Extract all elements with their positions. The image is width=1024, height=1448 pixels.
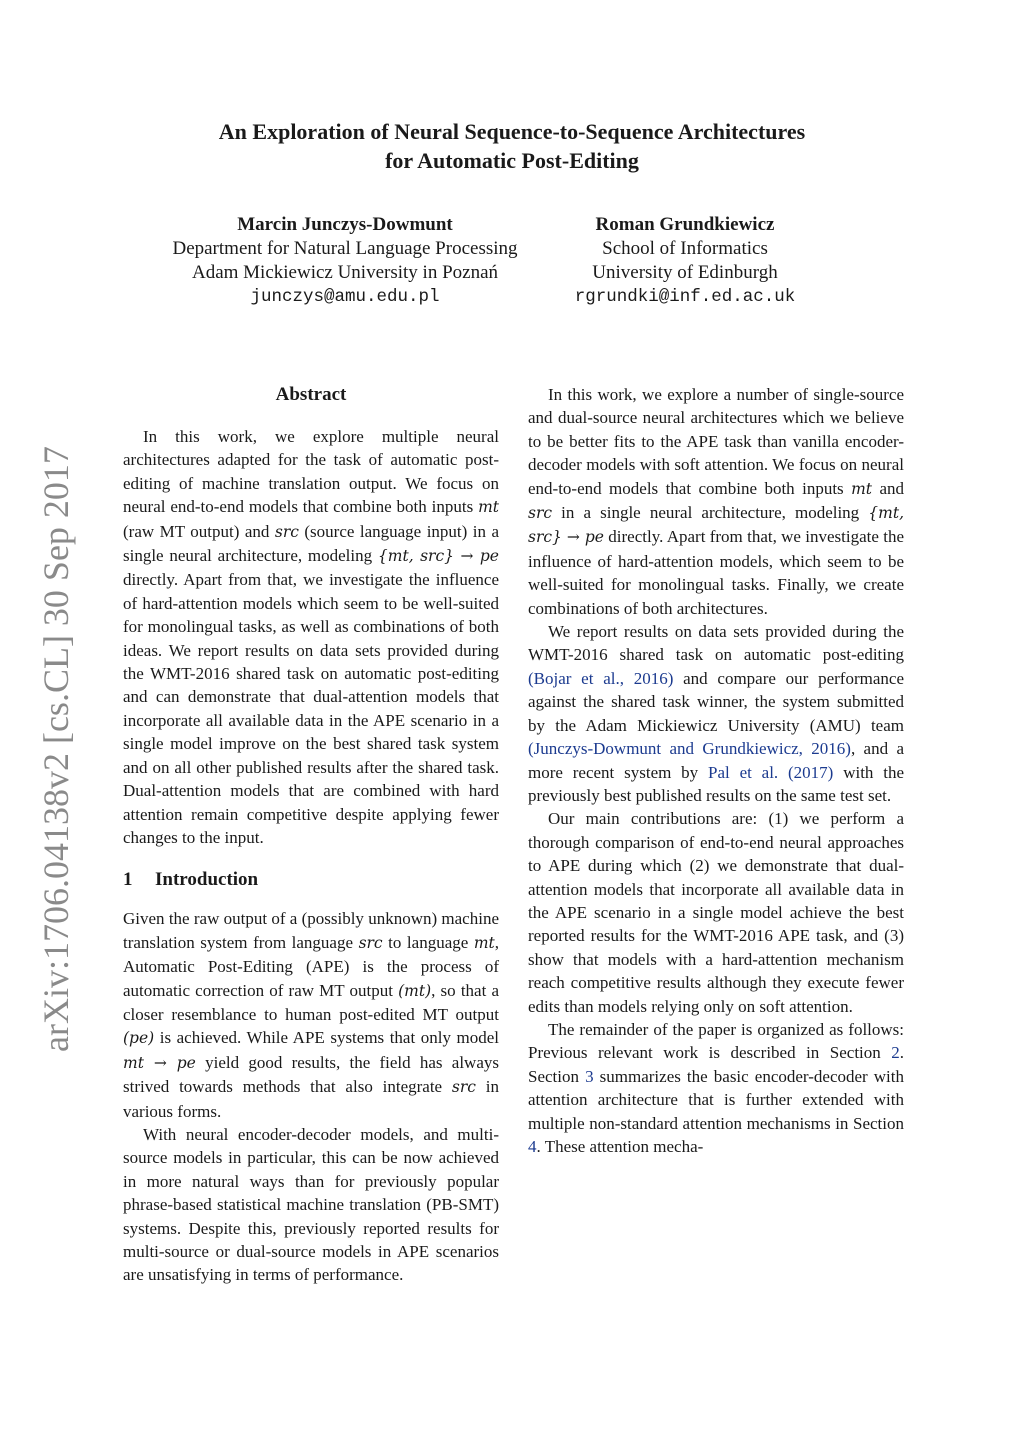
author-affiliation: Adam Mickiewicz University in Poznań: [191, 262, 499, 283]
section-ref-link[interactable]: 3: [585, 1066, 594, 1086]
author-email: junczys@amu.edu.pl: [250, 287, 440, 307]
math-src: src: [274, 522, 299, 541]
author-affiliation: School of Informatics: [602, 238, 768, 259]
math-mt: mt: [478, 498, 499, 517]
section-heading-introduction: [123, 867, 499, 893]
intro-paragraph: We report results on data sets provided during the WMT-2016 shared task on automatic post-editing (Bojar et al., 2016) and compare our performance against the shared task winner, the system submitted by the Adam Mickiewicz University (AMU) team (Junczys-Dowmunt and Grundkiewicz, 2016), and a more recent system by Pal et al. (2017) with the previously best published results on the same test set.: [528, 622, 905, 805]
arxiv-stamp: arXiv:1706.04138v2 [cs.CL] 30 Sep 2017: [36, 446, 76, 1052]
abstract-paragraph: In this work, we explore multiple neural architectures adapted for the task of automatic post-editing of machine translation output. We focus on neural end-to-end models that combine both inputs mt (raw MT output) and src (source language input) in a single neural architecture, modeling {mt, src} → pe directly. Apart from that, we investigate the influence of hard-attention models which seem to be well-suited for monolingual tasks, as well as combinations of both ideas. We report results on data sets provided during the WMT-2016 shared task on automatic post-editing and can demonstrate that dual-attention models that incorporate all available data in the APE scenario in a single model improve on the best shared task system and on all other published results after the shared task. Dual-attention models that are combined with hard attention remain competitive despite applying fewer changes to the input.: [123, 427, 500, 847]
section-title: Introduction: [155, 869, 259, 891]
left-column: [123, 382, 499, 1287]
author-name: Marcin Junczys-Dowmunt: [237, 214, 453, 235]
intro-paragraph: With neural encoder-decoder models, and multi-source models in particular, this can be now achieved in more natural ways than for previously popular phrase-based statistical machine translation (PB-SMT) systems. Despite this, previously reported results for multi-source or dual-source models in APE scenarios are unsatisfying in terms of performance.: [123, 1124, 499, 1285]
citation-link[interactable]: (Bojar et al., 2016): [528, 668, 674, 688]
title-line-2: for Automatic Post-Editing: [385, 148, 639, 173]
intro-paragraph: Our main contributions are: (1) we perform a thorough comparison of end-to-end neural approaches to APE during which (2) we demonstrate that dual-attention models that incorporate all available data in the APE scenario in a single model achieve the best reported results for the WMT-2016 APE task, and (3) show that models with a hard-attention mechanism reach competitive results although they execute fewer edits than models relying only on soft attention.: [528, 809, 904, 1016]
intro-paragraph: In this work, we explore a number of single-source and dual-source neural architectures which we believe to be better fits to the APE task than vanilla encoder-decoder models with soft attention. We focus on neural end-to-end models that combine both inputs mt and src in a single neural architecture, modeling {mt, src} → pe directly. Apart from that, we investigate the influence of hard-attention models, which seem to be well-suited for monolingual tasks. Finally, we create combinations of both architectures.: [528, 385, 905, 618]
right-column: [528, 383, 904, 1158]
math-mt: mt: [473, 933, 495, 952]
author-affiliation: Department for Natural Language Processing: [172, 238, 518, 259]
math-set-to-pe: {mt, src} → pe: [528, 504, 905, 547]
author-block-1: [135, 213, 555, 309]
paper-title: [0, 117, 1024, 175]
math-pe-paren: (pe): [123, 1029, 155, 1048]
citation-link[interactable]: (Junczys-Dowmunt and Grundkiewicz, 2016): [528, 739, 851, 759]
math-src: src: [451, 1078, 476, 1097]
abstract-heading: Abstract: [275, 384, 347, 405]
intro-paragraph: Given the raw output of a (possibly unknown) machine translation system from language src to language mt, Automatic Post-Editing (APE) is the process of automatic correction of raw MT output (mt), so that a closer resemblance to human post-edited MT output (pe) is achieved. While APE systems that only model mt → pe yield good results, the field has always strived towards methods that also integrate src in various forms.: [123, 909, 500, 1121]
math-mt-to-pe: mt → pe: [123, 1053, 196, 1072]
math-mt-paren: (mt): [398, 981, 432, 1000]
math-src: src: [528, 504, 553, 523]
author-email: rgrundki@inf.ed.ac.uk: [574, 287, 796, 307]
section-number: 1: [123, 869, 133, 891]
title-line-1: An Exploration of Neural Sequence-to-Sequence Architectures: [218, 119, 806, 144]
section-ref-link[interactable]: 2: [891, 1043, 900, 1063]
intro-paragraph: The remainder of the paper is organized as follows: Previous relevant work is described in Section 2. Section 3 summarizes the basic encoder-decoder with attention architecture that is further extended with multiple non-standard attention mechanisms in Section 4. These attention mecha-: [528, 1019, 904, 1156]
citation-link[interactable]: Pal et al. (2017): [708, 762, 834, 782]
author-block-2: [535, 213, 835, 309]
section-ref-link[interactable]: 4: [528, 1137, 537, 1156]
author-name: Roman Grundkiewicz: [595, 214, 775, 235]
math-mt: mt: [851, 479, 873, 498]
author-affiliation: University of Edinburgh: [592, 262, 778, 283]
math-src: src: [358, 933, 383, 952]
math-set-to-pe: {mt, src} → pe: [377, 547, 499, 566]
